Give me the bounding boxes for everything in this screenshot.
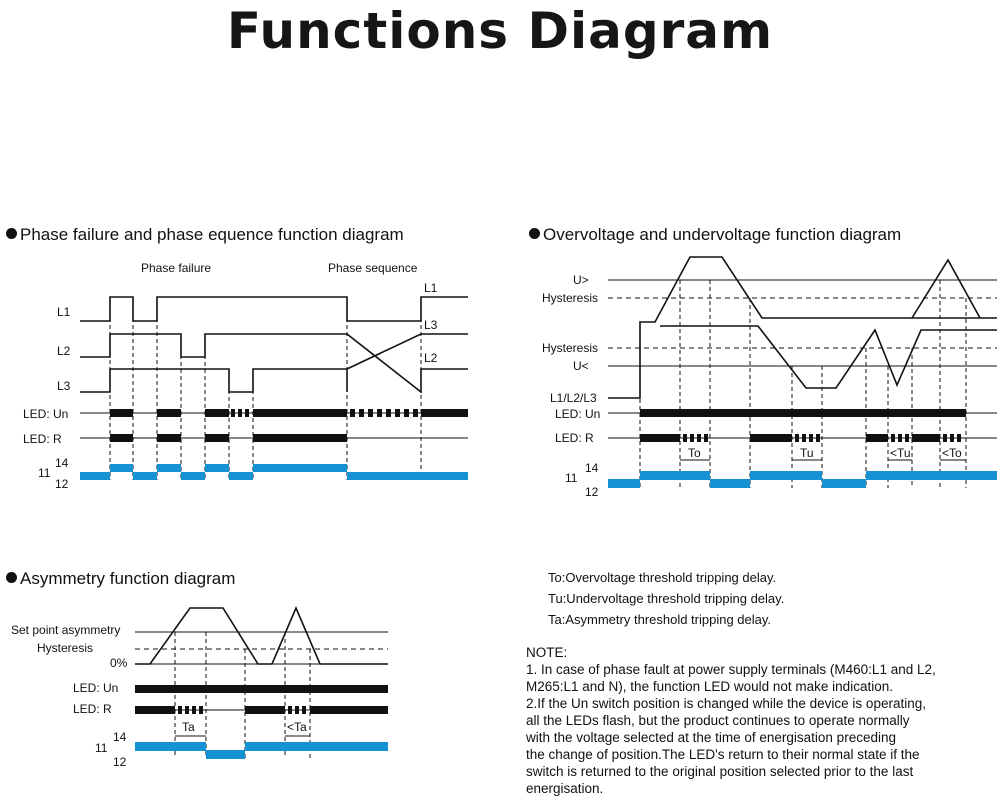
voltage-rising-trace — [608, 257, 997, 398]
led-flash-pulse — [231, 409, 235, 417]
note-heading: NOTE: — [526, 645, 568, 660]
relay-high — [205, 464, 229, 472]
right-l1-label: L1 — [424, 281, 438, 295]
relay-high — [750, 471, 822, 480]
voltage-falling-trace — [660, 326, 997, 388]
l1-label: L1 — [57, 305, 71, 319]
note-line: energisation. — [526, 781, 604, 796]
led-r-label: LED: R — [73, 702, 112, 716]
led-flash-pulse — [704, 434, 708, 442]
led-flash-pulse — [404, 409, 409, 417]
legend-to: To:Overvoltage threshold tripping delay. — [548, 570, 777, 585]
relay-high — [866, 471, 997, 480]
led-r-on — [135, 706, 175, 714]
led-r-on — [866, 434, 888, 442]
voltage-relay-output — [608, 471, 997, 488]
led-r-flashing — [891, 434, 909, 442]
led-flash-pulse — [386, 409, 391, 417]
led-flash-pulse — [891, 434, 895, 442]
note-line: the change of position.The LED's return to their normal state if the — [526, 747, 920, 762]
led-flash-pulse — [302, 706, 306, 714]
led-flash-pulse — [245, 409, 249, 417]
led-flash-pulse — [368, 409, 373, 417]
phase-sequence-label: Phase sequence — [328, 261, 418, 275]
led-un-flashing — [231, 409, 249, 417]
led-un-on — [157, 409, 181, 417]
asym-relay-output — [135, 742, 388, 759]
terminal-14-label: 14 — [113, 730, 127, 744]
led-flash-pulse — [350, 409, 355, 417]
led-un-on — [205, 409, 229, 417]
note-line: M265:L1 and N), the function LED would not make indication. — [526, 679, 893, 694]
relay-low — [347, 472, 468, 480]
led-un-label: LED: Un — [23, 407, 69, 421]
tu-lt-delay-label: <Tu — [890, 446, 911, 460]
u-under-label: U< — [573, 359, 589, 373]
led-un-on — [421, 409, 468, 417]
led-r-on — [205, 434, 229, 442]
ta-lt-delay-label: <Ta — [287, 720, 307, 734]
led-r-on — [245, 706, 285, 714]
led-flash-pulse — [288, 706, 292, 714]
relay-low — [133, 472, 157, 480]
led-un-on — [640, 409, 966, 417]
terminal-12-label: 12 — [585, 485, 599, 499]
phase-section-title-text: Phase failure and phase equence function diagram — [20, 225, 404, 244]
led-flash-pulse — [192, 706, 196, 714]
u-over-label: U> — [573, 273, 589, 287]
led-flash-pulse — [809, 434, 813, 442]
led-flash-pulse — [395, 409, 400, 417]
note-line: 2.If the Un switch position is changed while the device is operating, — [526, 696, 926, 711]
led-r-on — [310, 706, 388, 714]
phase-diagram — [23, 261, 468, 491]
ta-delay-label: Ta — [182, 720, 195, 734]
relay-high — [253, 464, 347, 472]
terminal-11-label: 11 — [95, 741, 108, 755]
to-delay-label: To — [688, 446, 701, 460]
note-line: switch is returned to the original position selected prior to the last — [526, 764, 914, 779]
led-r-label: LED: R — [23, 432, 62, 446]
l3-sequence-signal — [347, 334, 468, 369]
set-point-label: Set point asymmetry — [11, 623, 121, 637]
relay-low — [608, 479, 640, 488]
phase-failure-label: Phase failure — [141, 261, 212, 275]
led-flash-pulse — [377, 409, 382, 417]
asym-diagram — [11, 608, 388, 769]
led-flash-pulse — [690, 434, 694, 442]
note-line: 1. In case of phase fault at power supply terminals (M460:L1 and L2, — [526, 662, 936, 677]
voltage-peak-trace — [912, 260, 980, 318]
led-un-label: LED: Un — [555, 407, 601, 421]
relay-high — [110, 464, 133, 472]
led-flash-pulse — [178, 706, 182, 714]
led-un-on — [253, 409, 347, 417]
led-flash-pulse — [943, 434, 947, 442]
led-un-on — [110, 409, 133, 417]
led-un-on — [135, 685, 388, 693]
led-flash-pulse — [199, 706, 203, 714]
led-flash-pulse — [359, 409, 364, 417]
legend-tu: Tu:Undervoltage threshold tripping delay. — [548, 591, 785, 606]
relay-high — [245, 742, 388, 751]
l3-signal — [80, 369, 347, 392]
note-line: with the voltage selected at the time of energisation preceding — [526, 730, 896, 745]
led-flash-pulse — [697, 434, 701, 442]
led-flash-pulse — [413, 409, 418, 417]
terminal-11-label: 11 — [565, 471, 578, 485]
terminal-11-label: 11 — [38, 466, 51, 480]
hysteresis-bottom-label: Hysteresis — [542, 341, 599, 355]
led-r-label: LED: R — [555, 431, 594, 445]
relay-high — [135, 742, 206, 751]
l2-signal — [80, 334, 347, 357]
terminal-12-label: 12 — [55, 477, 69, 491]
l1-signal — [80, 297, 468, 321]
relay-high — [640, 471, 710, 480]
led-flash-pulse — [795, 434, 799, 442]
relay-low — [206, 750, 245, 759]
led-r-on — [110, 434, 133, 442]
asymmetry-trace — [135, 608, 388, 664]
led-r-flashing — [943, 434, 961, 442]
led-r-on — [640, 434, 680, 442]
terminal-14-label: 14 — [585, 461, 599, 475]
relay-low — [80, 472, 110, 480]
relay-high — [157, 464, 181, 472]
note-line: all the LEDs flash, but the product continues to operate normally — [526, 713, 910, 728]
terminal-12-label: 12 — [113, 755, 127, 769]
led-flash-pulse — [238, 409, 242, 417]
led-flash-pulse — [185, 706, 189, 714]
right-l3-label: L3 — [424, 318, 438, 332]
relay-low — [710, 479, 750, 488]
voltage-diagram — [542, 257, 997, 499]
l3-label: L3 — [57, 379, 71, 393]
led-flash-pulse — [898, 434, 902, 442]
led-flash-pulse — [683, 434, 687, 442]
led-un-label: LED: Un — [73, 681, 119, 695]
relay-low — [181, 472, 205, 480]
terminal-14-label: 14 — [55, 456, 69, 470]
led-flash-pulse — [295, 706, 299, 714]
right-l2-label: L2 — [424, 351, 438, 365]
l2-sequence-signal — [347, 334, 468, 392]
voltage-section-title-text: Overvoltage and undervoltage function diagram — [543, 225, 902, 244]
tu-delay-label: Tu — [800, 446, 814, 460]
zero-percent-label: 0% — [110, 656, 128, 670]
hysteresis-label: Hysteresis — [37, 641, 94, 655]
led-flash-pulse — [957, 434, 961, 442]
led-flash-pulse — [950, 434, 954, 442]
l2-label: L2 — [57, 344, 71, 358]
led-flash-pulse — [905, 434, 909, 442]
hysteresis-top-label: Hysteresis — [542, 291, 599, 305]
led-r-on — [253, 434, 347, 442]
led-r-on — [912, 434, 940, 442]
led-r-flashing — [288, 706, 306, 714]
phase-relay-output — [80, 464, 468, 480]
page-title: Functions Diagram — [226, 2, 774, 60]
l123-label: L1/L2/L3 — [550, 391, 597, 405]
legend-ta: Ta:Asymmetry threshold tripping delay. — [548, 612, 772, 627]
relay-low — [229, 472, 253, 480]
led-r-on — [750, 434, 792, 442]
relay-low — [822, 479, 866, 488]
led-flash-pulse — [802, 434, 806, 442]
asym-section-title-text: Asymmetry function diagram — [20, 569, 236, 588]
led-r-on — [157, 434, 181, 442]
to-lt-delay-label: <To — [942, 446, 962, 460]
led-flash-pulse — [816, 434, 820, 442]
